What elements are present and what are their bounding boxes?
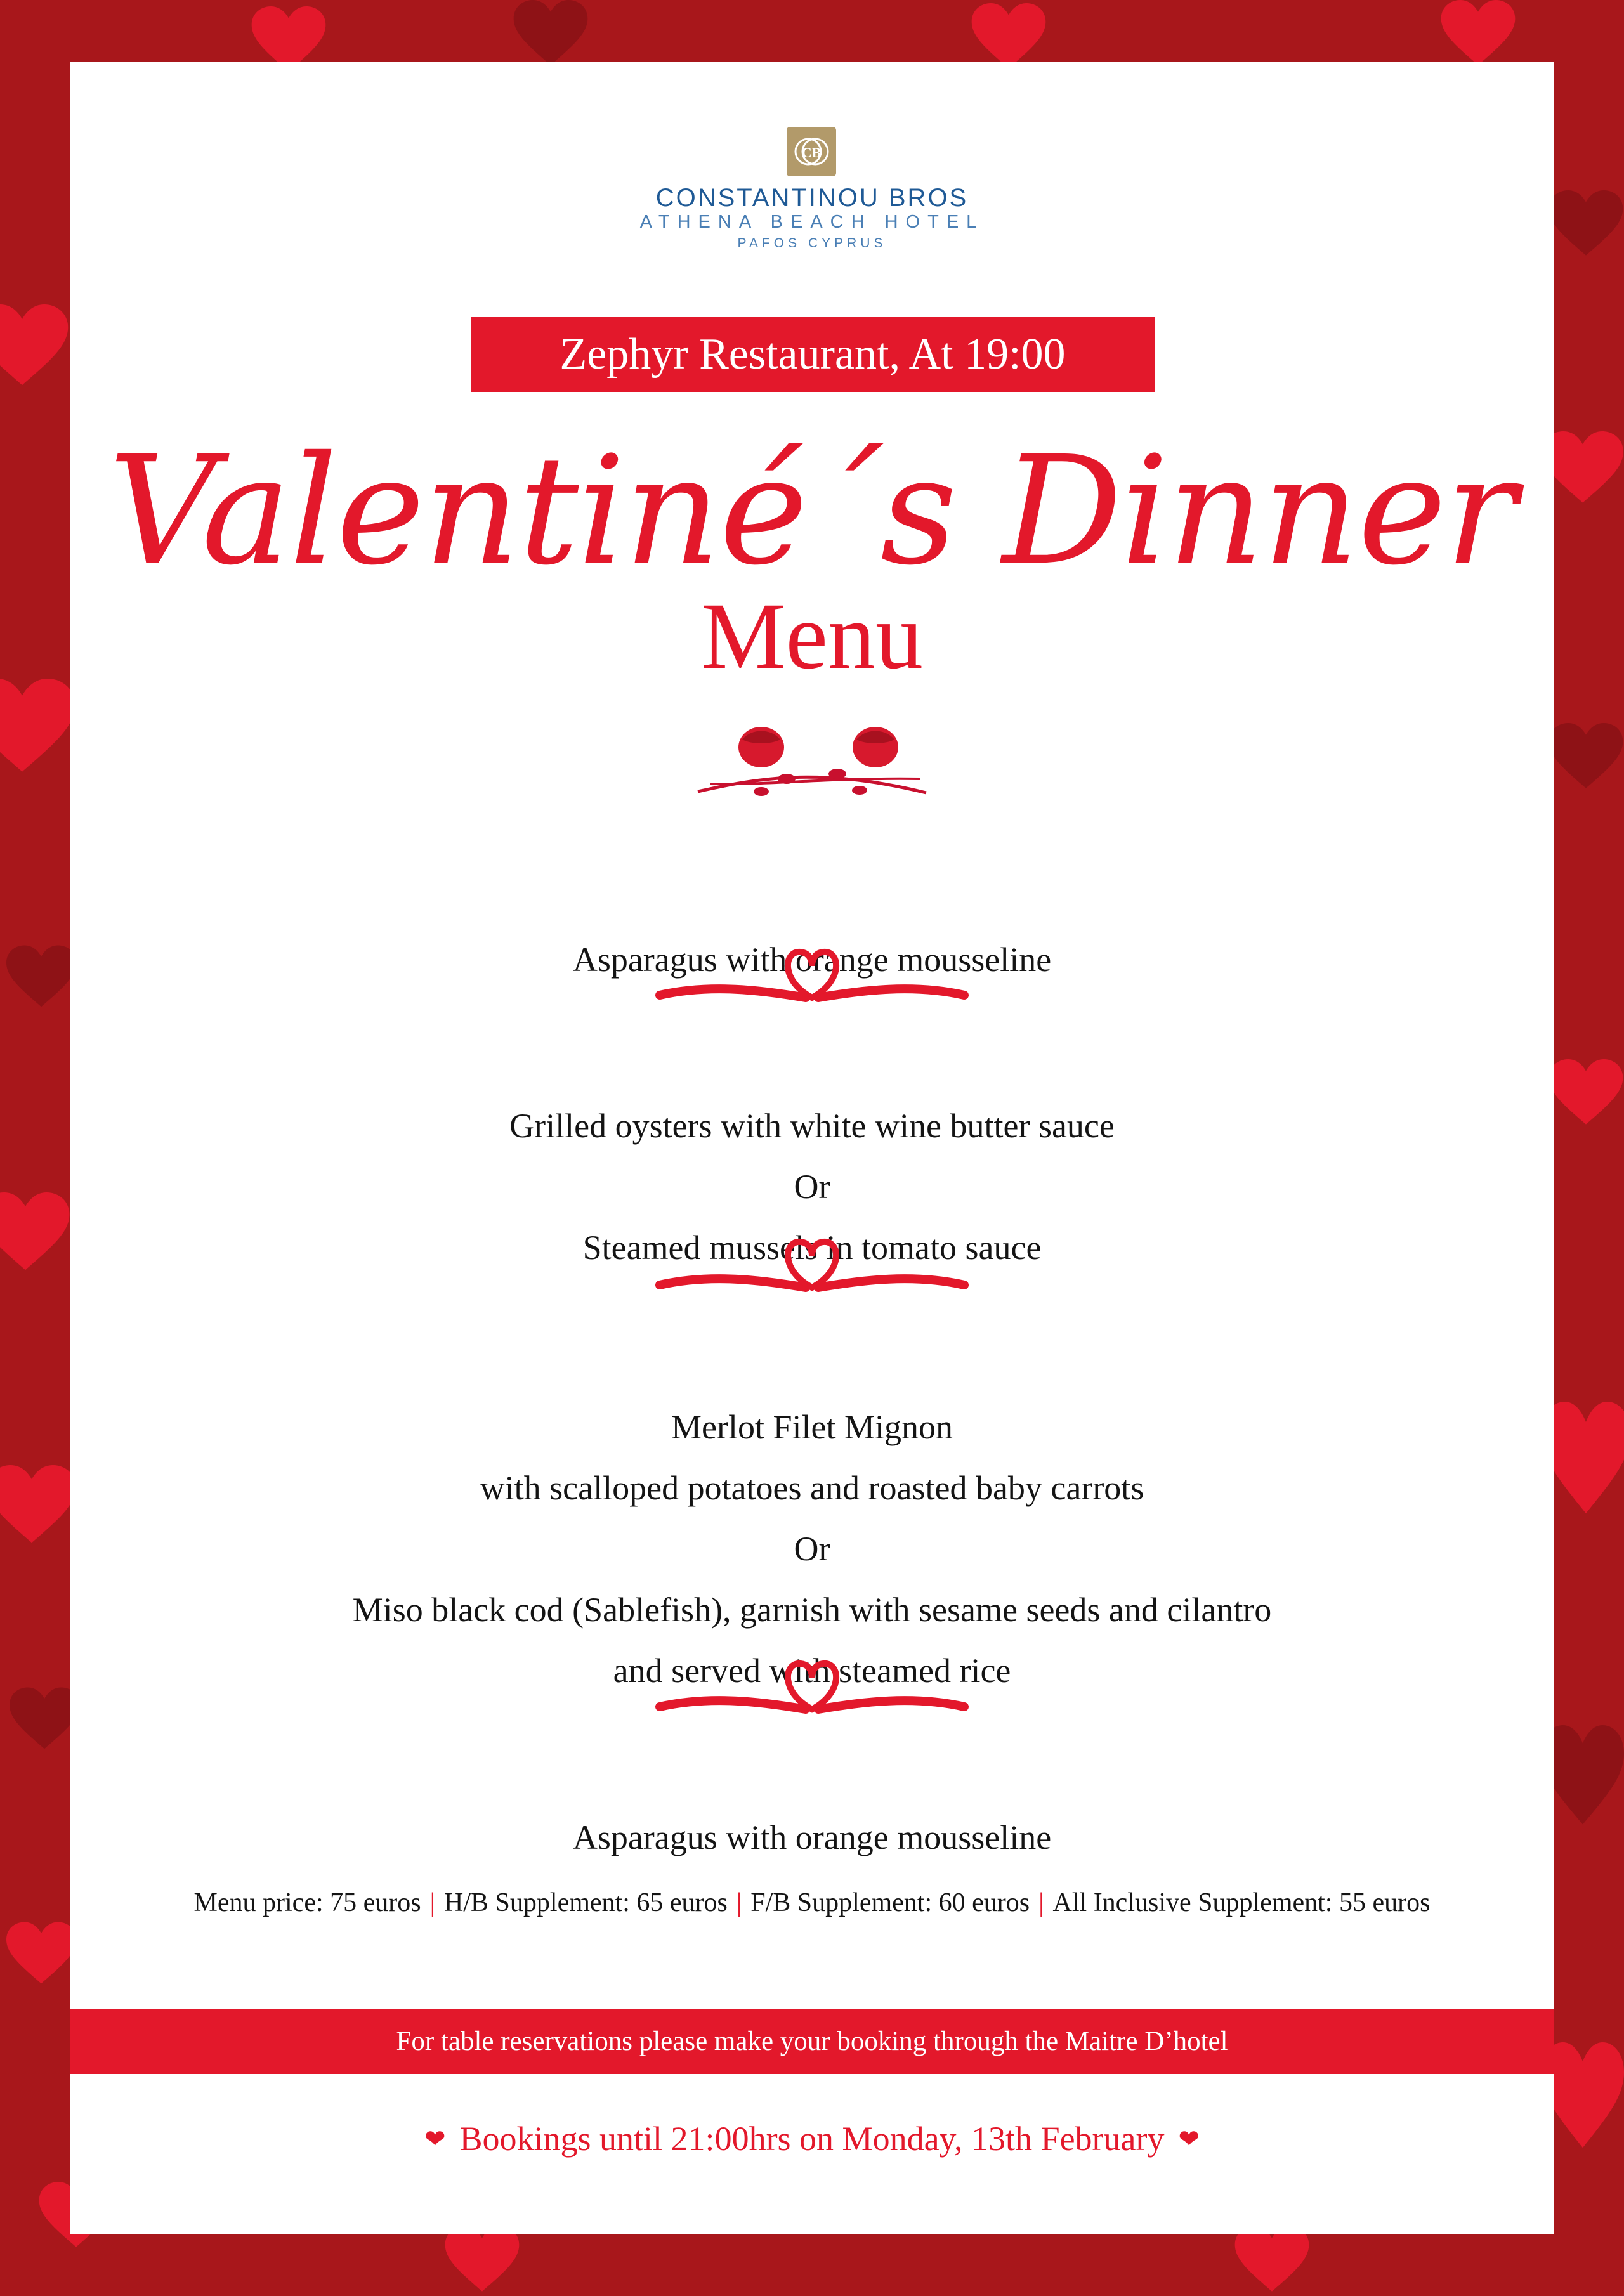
heart-decoration-icon <box>1440 0 1516 67</box>
heart-decoration-icon <box>0 304 70 387</box>
bookings-text: Bookings until 21:00hrs on Monday, 13th February <box>459 2120 1165 2158</box>
svg-text:CB: CB <box>801 145 822 160</box>
heart-decoration-icon <box>1234 2226 1310 2293</box>
heart-decoration-icon <box>444 2226 520 2293</box>
price-all-inclusive-supplement: All Inclusive Supplement: 55 euros <box>1052 1888 1431 1917</box>
price-fb-supplement: F/B Supplement: 60 euros <box>750 1888 1030 1917</box>
heart-icon: ❤ <box>1178 2125 1200 2153</box>
price-hb-supplement: H/B Supplement: 65 euros <box>444 1888 728 1917</box>
price-separator: | <box>736 1888 742 1917</box>
menu-subtitle: Menu <box>701 584 923 689</box>
heart-decoration-icon <box>971 3 1047 70</box>
price-menu: Menu price: 75 euros <box>193 1888 421 1917</box>
reservation-banner: For table reservations please make your booking through the Maitre D’hotel <box>70 2009 1554 2074</box>
heart-decoration-icon <box>10 1687 79 1751</box>
ribbon-heart-divider-icon <box>653 1236 971 1305</box>
price-separator: | <box>1038 1888 1044 1917</box>
bookings-deadline <box>70 2119 1554 2158</box>
course-2-line-2: Or <box>794 1168 830 1206</box>
hotel-brand-name: CONSTANTINOU BROS <box>655 184 969 212</box>
heart-decoration-icon <box>0 679 76 774</box>
course-2-line-1: Grilled oysters with white wine butter sauce <box>509 1107 1115 1145</box>
course-4-line-1: Asparagus with orange mousseline <box>572 1818 1052 1856</box>
roses-decoration-icon <box>691 703 933 798</box>
heart-icon: ❤ <box>424 2125 446 2153</box>
heart-decoration-icon <box>6 1922 76 1985</box>
heart-decoration-icon <box>1548 723 1624 790</box>
course-3-line-4: Miso black cod (Sablefish), garnish with sesame seeds and cilantro <box>352 1591 1272 1629</box>
course-3-line-5: and served with steamed rice <box>613 1652 1011 1690</box>
course-3-line-1: Merlot Filet Mignon <box>671 1408 953 1446</box>
pricing-line <box>70 1888 1554 1918</box>
course-3-line-2: with scalloped potatoes and roasted baby carrots <box>480 1469 1144 1507</box>
page-title: Valentiné´s Dinner <box>108 424 1516 598</box>
course-2-line-3: Steamed mussels in tomato sauce <box>582 1229 1042 1267</box>
heart-decoration-icon <box>6 945 76 1008</box>
heart-decoration-icon <box>1548 190 1624 257</box>
course-3-line-3: Or <box>794 1530 830 1568</box>
course-1-line-1: Asparagus with orange mousseline <box>572 941 1052 979</box>
ribbon-heart-divider-icon <box>653 1657 971 1727</box>
heart-decoration-icon <box>1548 1059 1624 1126</box>
heart-decoration-icon <box>513 0 589 67</box>
heart-decoration-icon <box>0 1192 70 1272</box>
heart-decoration-icon <box>0 1465 76 1544</box>
hotel-subtitle: ATHENA BEACH HOTEL <box>639 212 985 232</box>
menu-card <box>70 62 1554 2234</box>
venue-banner: Zephyr Restaurant, At 19:00 <box>471 317 1155 392</box>
hotel-location: PAFOS CYPRUS <box>737 236 887 251</box>
price-separator: | <box>429 1888 436 1917</box>
hotel-monogram-icon <box>787 127 836 176</box>
ribbon-heart-divider-icon <box>653 946 971 1015</box>
